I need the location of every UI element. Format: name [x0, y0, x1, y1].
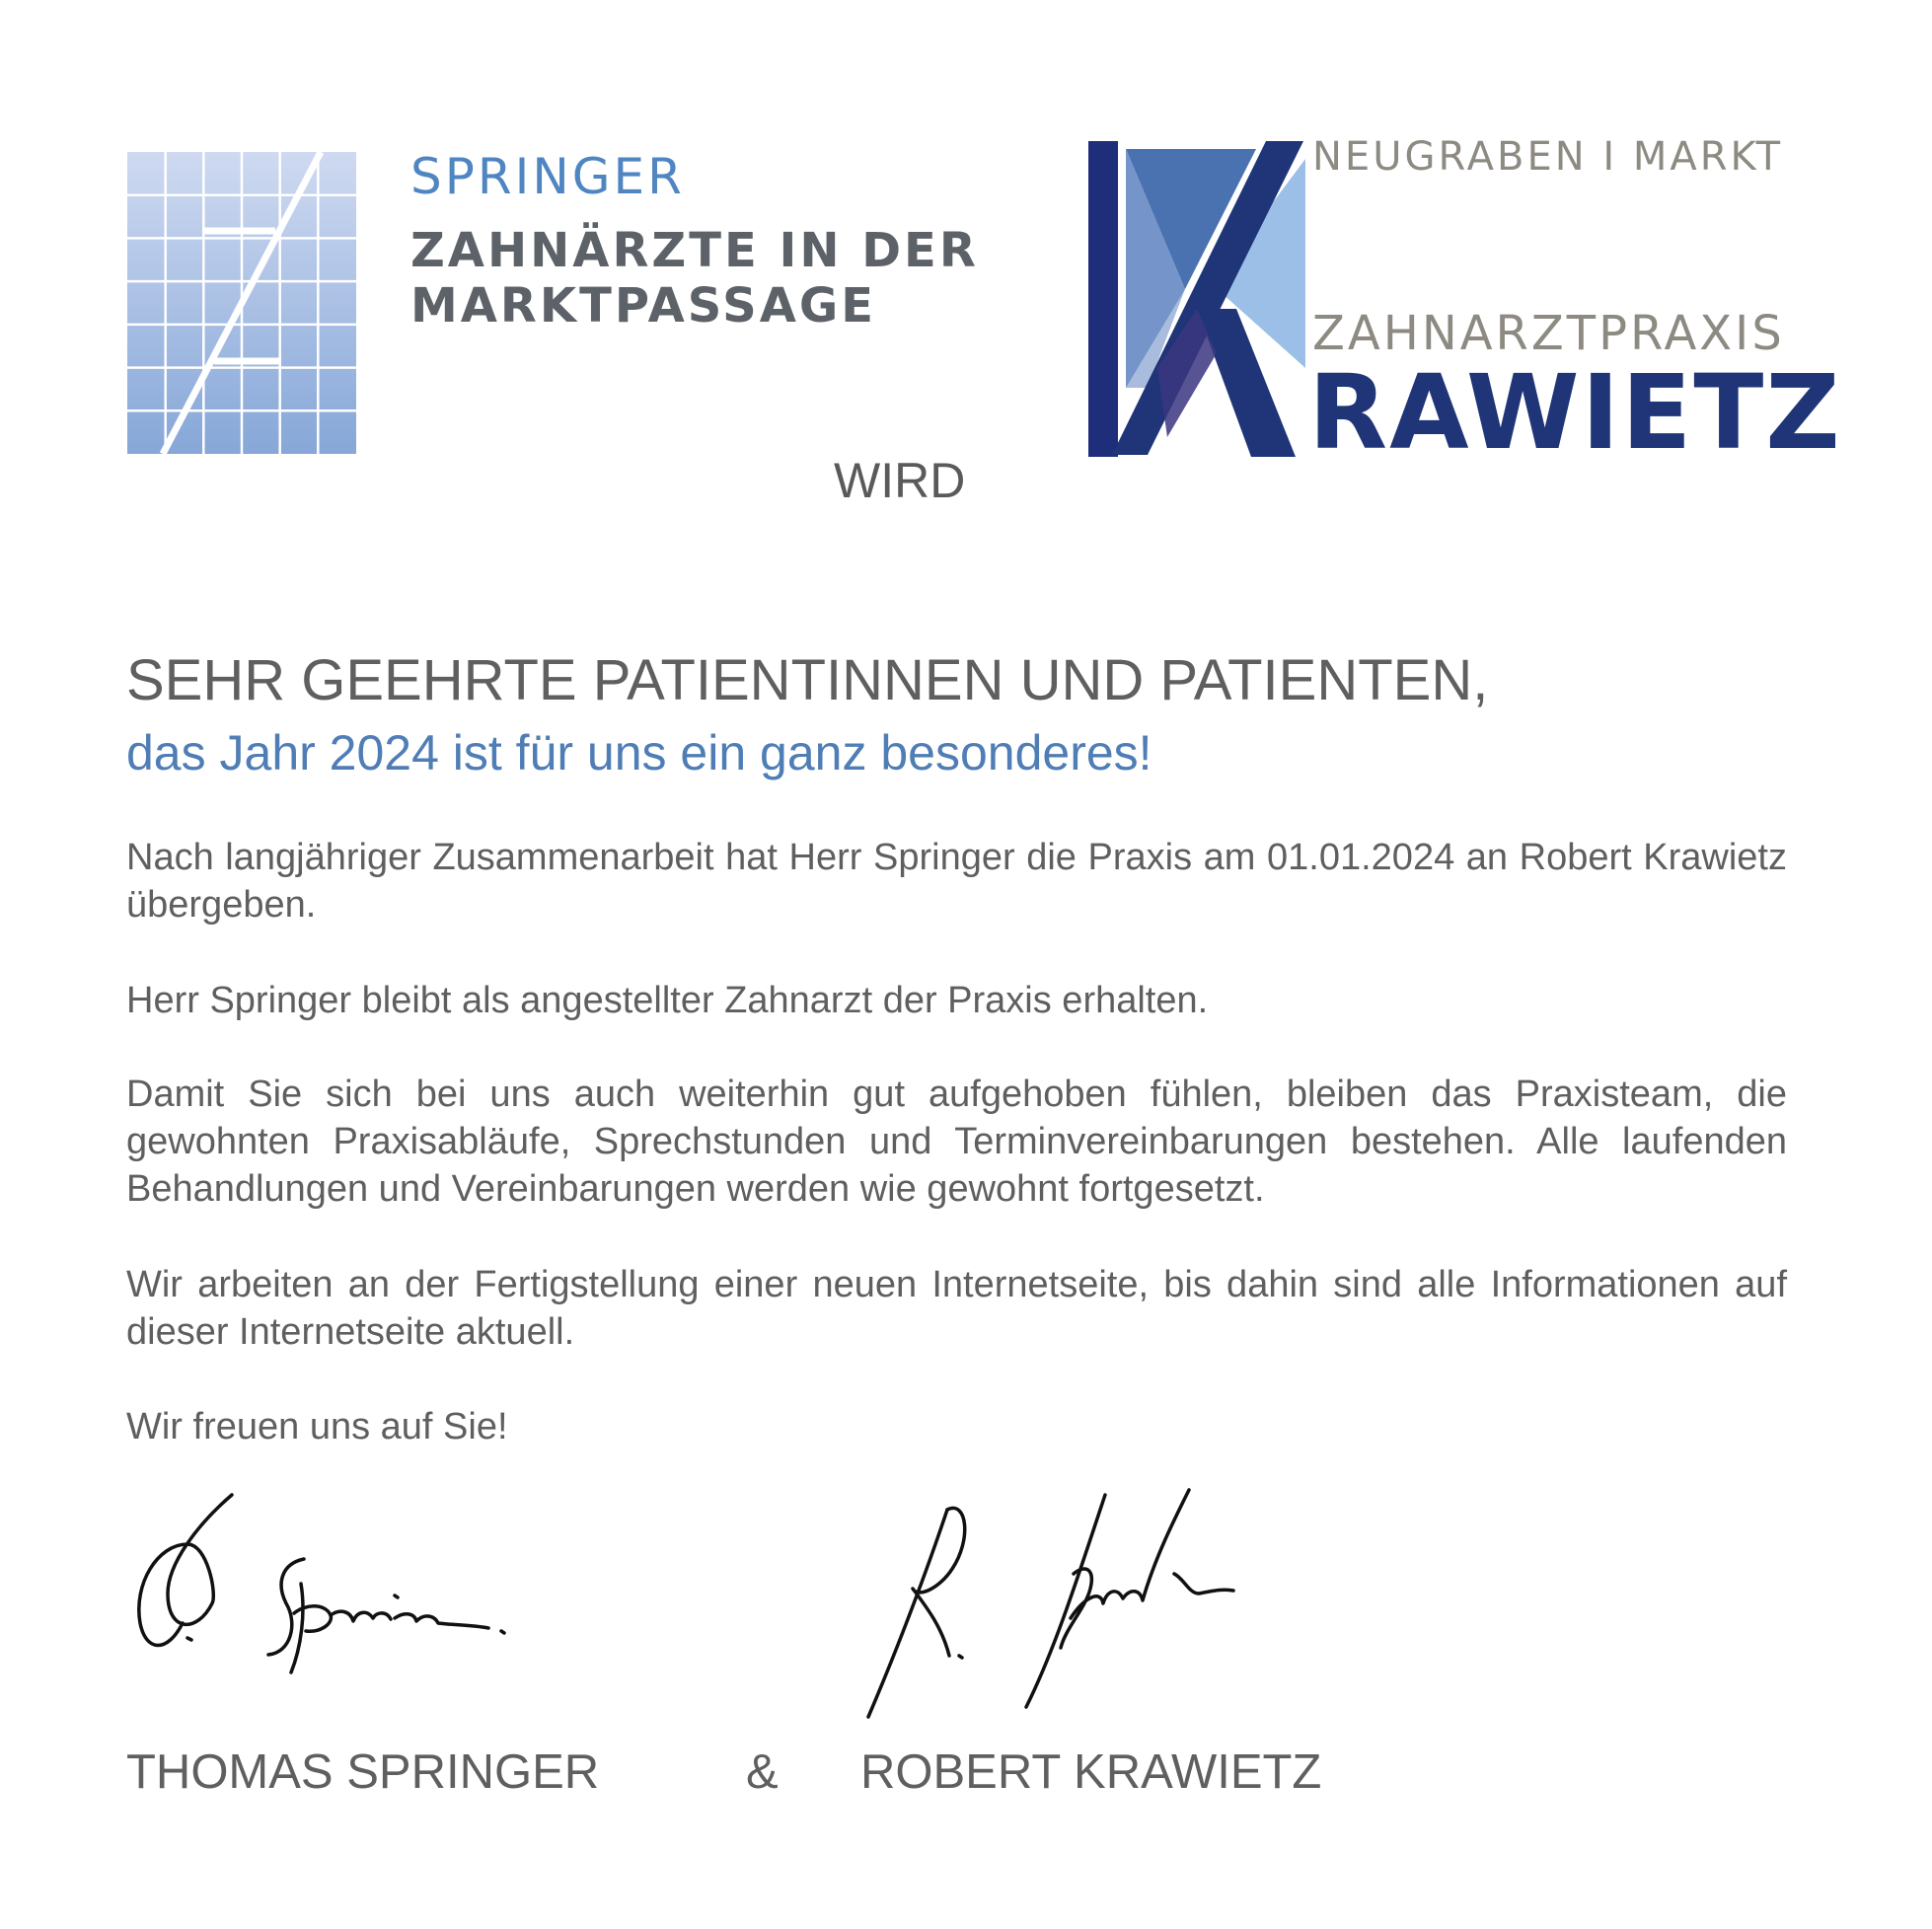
transition-word: WIRD	[834, 453, 966, 508]
letter-paragraph-website: Wir arbeiten an der Fertigstellung einer neuen Internetseite, bis dahin sind alle Informationen auf dieser Internetseite aktuell.	[126, 1264, 1787, 1353]
letter-salutation: SEHR GEEHRTE PATIENTINNEN UND PATIENTEN,	[126, 648, 1489, 712]
signatory-name-springer: THOMAS SPRINGER	[126, 1745, 600, 1799]
signature-krawietz	[858, 1480, 1293, 1727]
signatory-ampersand: &	[746, 1745, 779, 1799]
letter-paragraph-continuity: Damit Sie sich bei uns auch weiterhin gut aufgehoben fühlen, bleiben das Praxisteam, die gewohnten Praxisabläufe, Sprechstunden und Terminvereinbarungen bestehen. Alle laufenden Behandlungen und Vereinbarungen werden wie gewohnt fortgesetzt.	[126, 1074, 1787, 1210]
letter-paragraph-handover: Nach langjähriger Zusammenarbeit hat Herr Springer die Praxis am 01.01.2024 an Robert Krawietz übergeben.	[126, 837, 1787, 926]
springer-logo-line-1: ZAHNÄRZTE IN DER	[410, 223, 979, 278]
krawietz-logo-k-mark	[1088, 141, 1305, 457]
krawietz-logo-location: NEUGRABEN I MARKT	[1312, 134, 1784, 180]
krawietz-logo-name: RAWIETZ	[1308, 352, 1842, 473]
springer-logo-word: SPRINGER	[410, 148, 685, 205]
letter-paragraph-employment: Herr Springer bleibt als angestellter Zahnarzt der Praxis erhalten.	[126, 980, 1209, 1021]
letter-paragraph-closing: Wir freuen uns auf Sie!	[126, 1406, 508, 1447]
springer-logo-line-2: MARKTPASSAGE	[410, 278, 877, 334]
krawietz-logo-subtitle: ZAHNARZTPRAXIS	[1312, 306, 1785, 361]
springer-logo-mark	[127, 152, 356, 454]
signatory-name-krawietz: ROBERT KRAWIETZ	[860, 1745, 1322, 1799]
letter-subheading: das Jahr 2024 ist für uns ein ganz besonderes!	[126, 725, 1152, 780]
signature-springer	[128, 1485, 622, 1722]
